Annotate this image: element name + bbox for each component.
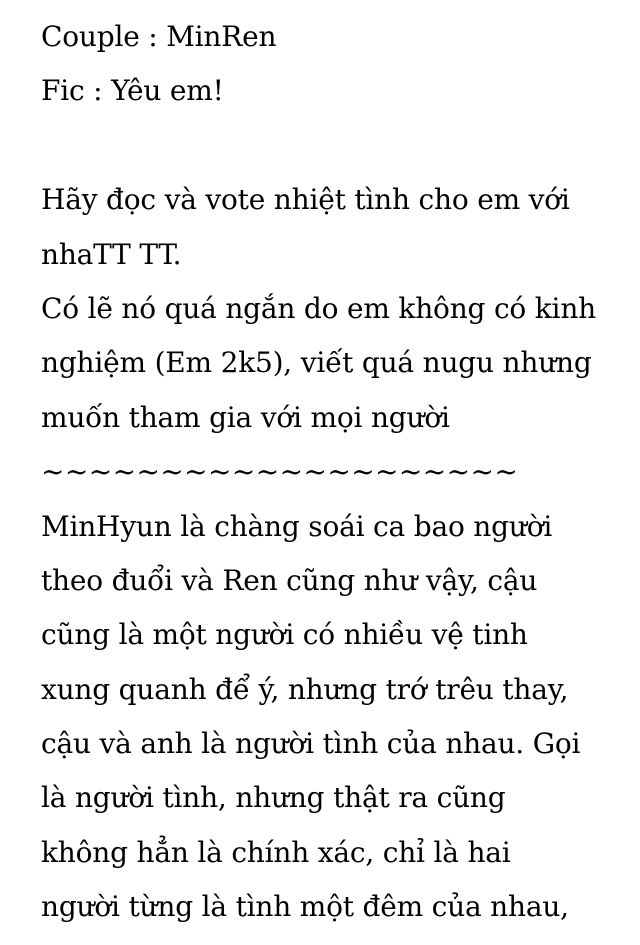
story-line: không hẳn là chính xác, chỉ là hai (41, 835, 511, 869)
couple-line: Couple : MinRen (41, 20, 277, 53)
intro-line: Có lẽ nó quá ngắn do em không có kinh (41, 291, 596, 325)
intro-line: Hãy đọc và vote nhiệt tình cho em với (41, 183, 570, 217)
tilde-divider: ~~~~~~~~~~~~~~~~~~~~ (41, 455, 519, 489)
story-line: người từng là tình một đêm của nhau, (41, 890, 569, 924)
story-line: cậu và anh là người tình của nhau. Gọi (41, 727, 581, 761)
intro-line: nhaTT TT. (41, 237, 182, 271)
story-line: cũng là một người có nhiều vệ tinh (41, 618, 528, 652)
intro-line: muốn tham gia với mọi người (41, 400, 450, 434)
blank-line (41, 119, 631, 173)
story-line: theo đuổi và Ren cũng như vậy, cậu (41, 563, 538, 597)
fic-title-line: Fic : Yêu em! (41, 74, 224, 108)
intro-line: nghiệm (Em 2k5), viết quá nugu nhưng (41, 346, 592, 380)
document-page (41, 10, 631, 935)
story-line: MinHyun là chàng soái ca bao người (41, 509, 553, 543)
story-line: là người tình, nhưng thật ra cũng (41, 781, 506, 815)
story-line: xung quanh để ý, nhưng trớ trêu thay, (41, 672, 569, 706)
